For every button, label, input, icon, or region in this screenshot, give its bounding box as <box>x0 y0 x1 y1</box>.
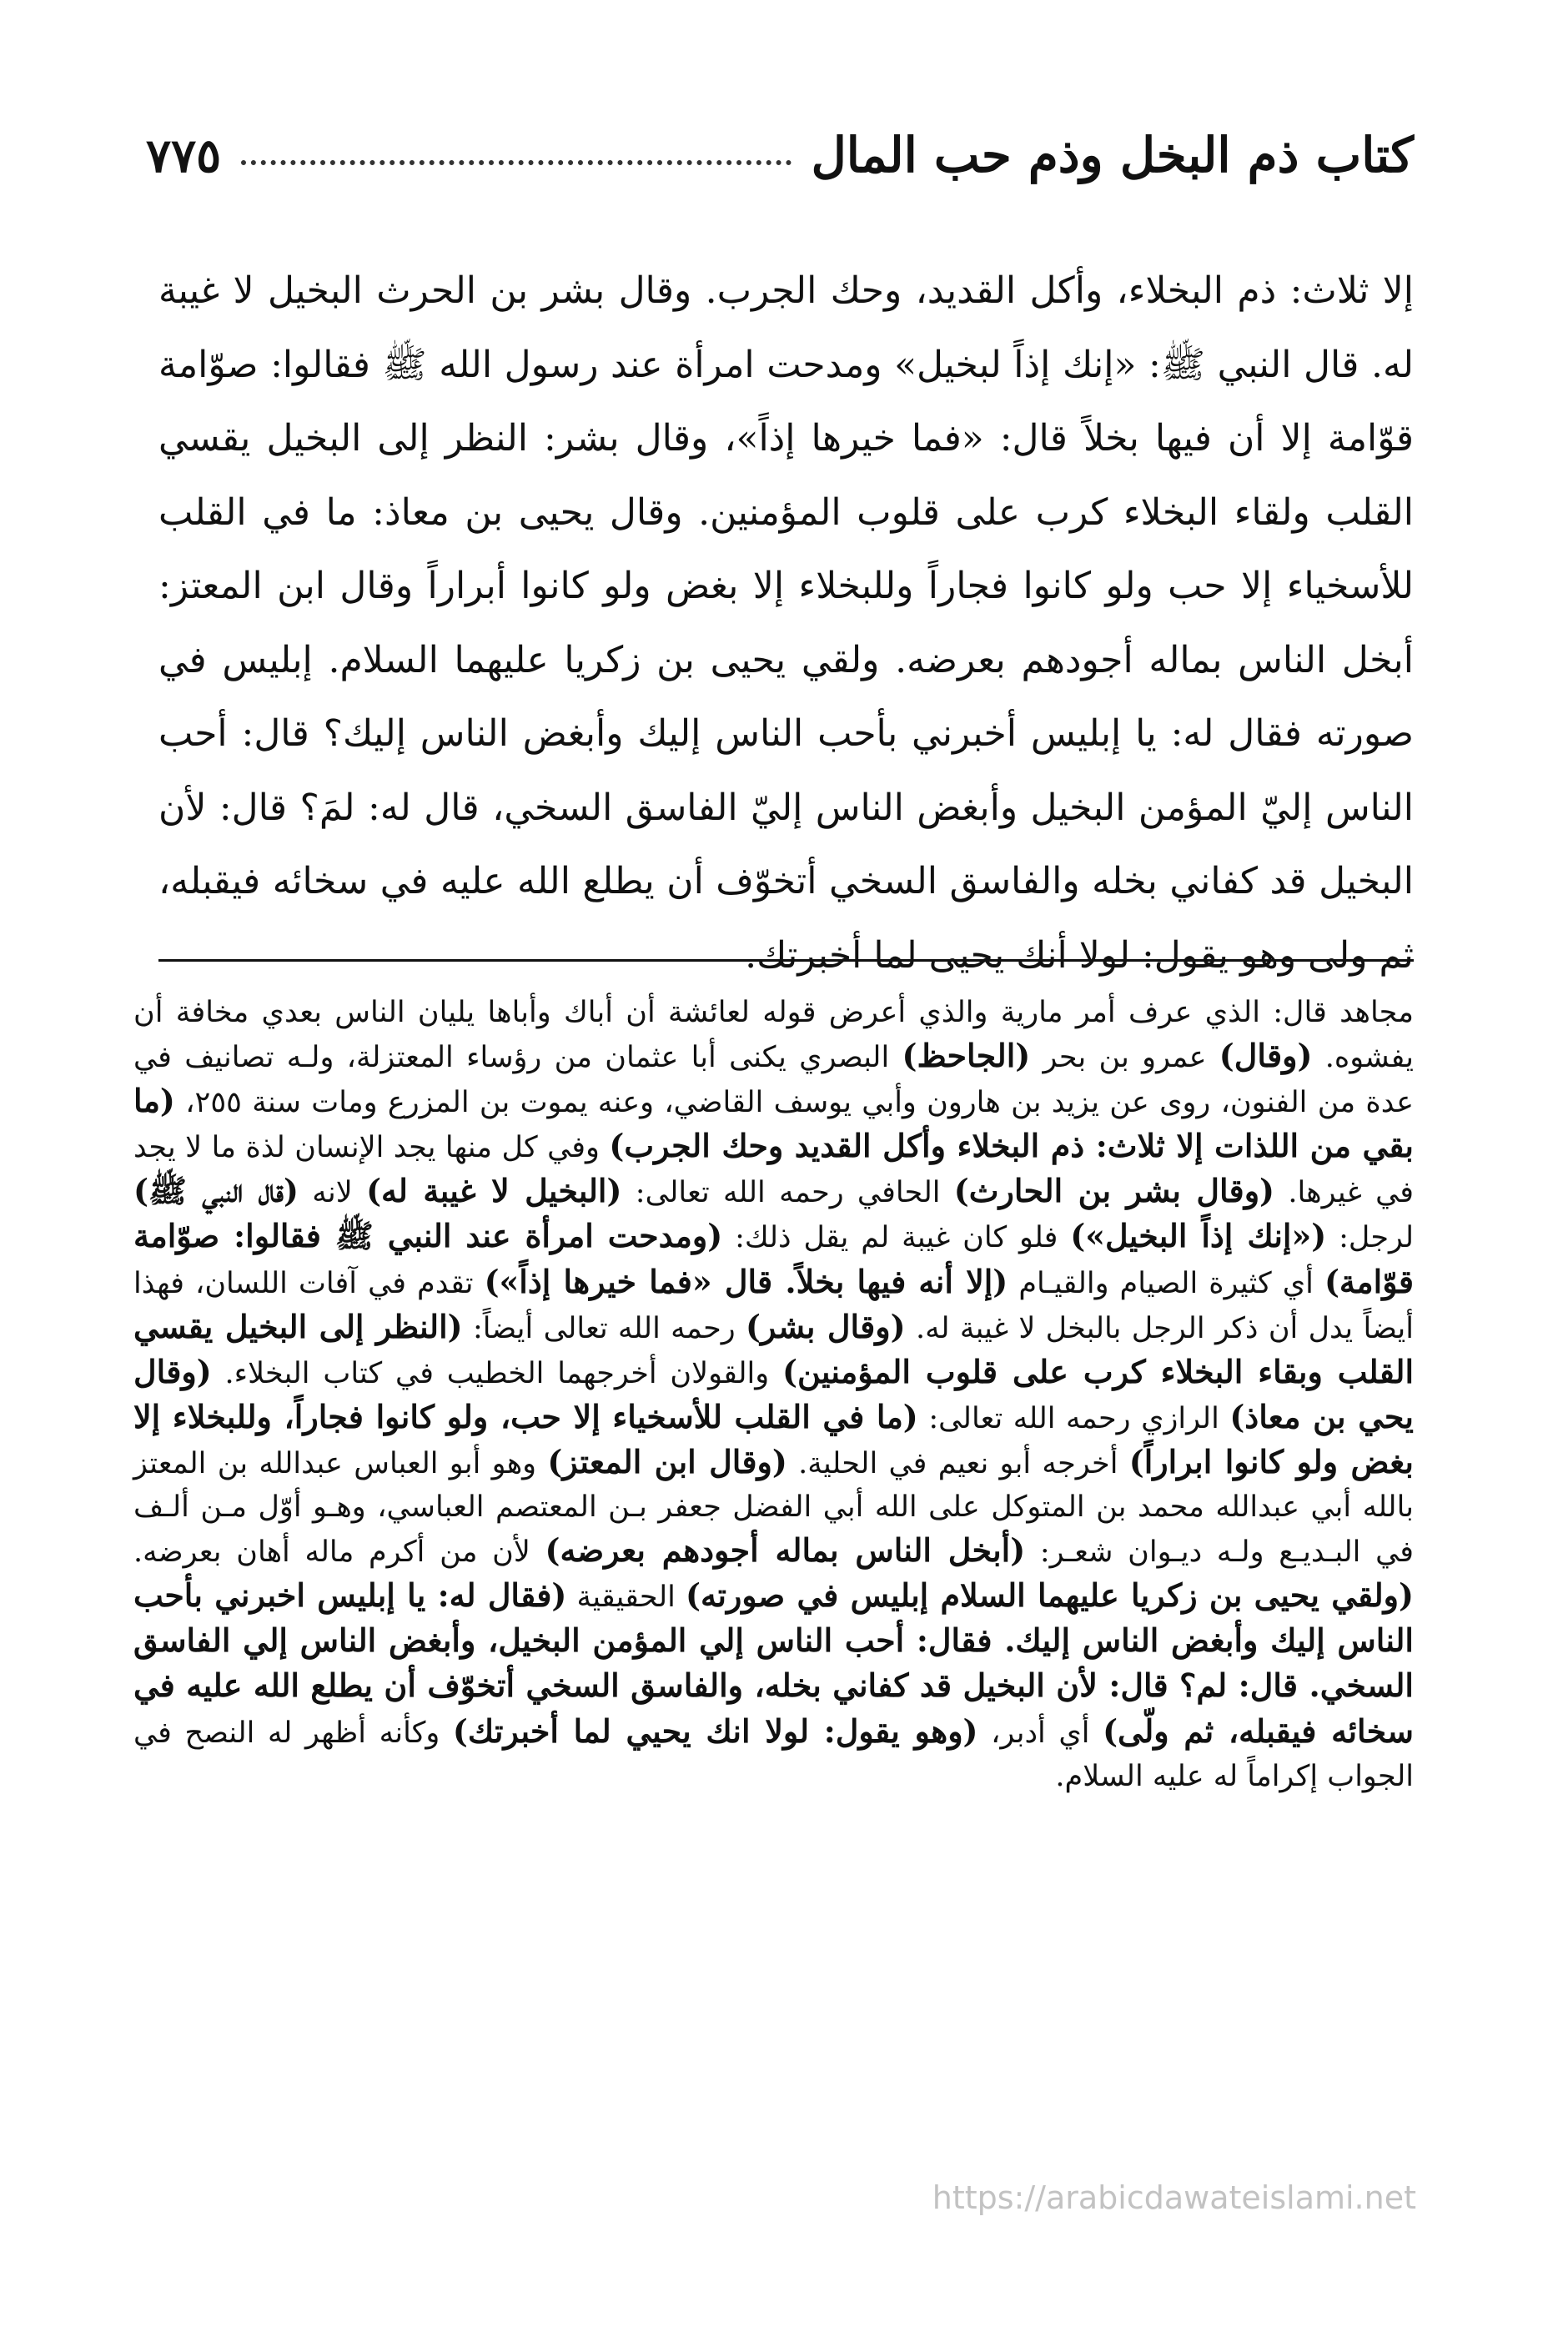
commentary-text: وكأنه أظهر له النصح في الجواب إكراماً له عليه السلام. <box>133 1716 1414 1793</box>
commentary-text: الحقيقية <box>566 1581 686 1615</box>
quoted-main-text: (إلا أنه فيها بخلاً. قال «فما خيرها إذاً») <box>484 1262 1008 1300</box>
watermark-url: https://arabicdawateislami.net <box>932 2179 1416 2216</box>
commentary-text: عمرو بن بحر <box>1030 1041 1219 1075</box>
quoted-main-text: (وقال بشر بن الحارث) <box>953 1172 1275 1210</box>
commentary-text: البصري يكنى أبا عثمان من رؤساء المعتزلة، ولـه تصانيف في عدة من الفنون، روى عن يزيد بن هارون وأبي يوسف القاضي، وعنه يموت بن المزرع ومات سنة ٢٥٥، <box>133 1041 1414 1120</box>
main-text: إلا ثلاث: ذم البخلاء، وأكل القديد، وحك الجرب. وقال بشر بن الحرث البخيل لا غيبة له. قال النبي ﷺ: «إنك إذاً لبخيل» ومدحت امرأة عند رسول الله ﷺ فقالوا: صوّامة قوّامة إلا أن فيها بخلاً قال: «فما خيرها إذاً»، وقال بشر: النظر إلى البخيل يقسي القلب ولقاء البخلاء كرب على قلوب المؤمنين. وقال يحيى بن معاذ: ما في القلب للأسخياء إلا حب ولو كانوا فجاراً وللبخلاء إلا بغض ولو كانوا أبراراً وقال ابن المعتز: أبخل الناس بماله أجودهم بعرضه. ولقي يحيى بن زكريا عليهما السلام. إبليس في صورته فقال له: يا إبليس أخبرني بأحب الناس إليك وأبغض الناس إليك؟ قال: أحب الناس إليّ المؤمن البخيل وأبغض الناس إليّ الفاسق السخي، قال له: لمَ؟ قال: لأن البخيل قد كفاني بخله والفاسق السخي أتخوّف أن يطلع الله عليه في سخائه فيقبله، ثم ولى وهو يقول: لولا أنك يحيى لما أخبرتك. <box>158 269 1414 977</box>
commentary-text: وهو أبو العباس عبدالله بن المعتز بالله أبي عبدالله محمد بن المتوكل على الله أبي الفضل جعفر بـن المعتصم العباسي، وهـو أوّل مـن ألـف في البـديـع ولـه ديـوان شعـر: <box>133 1446 1414 1570</box>
quoted-main-text: (وقال بشر) <box>746 1307 906 1345</box>
commentary-text: أخرجه أبو نعيم في الحلية. <box>787 1446 1129 1480</box>
quoted-main-text: (وهو يقول: لولا انك يحيي لما أخبرتك) <box>452 1711 978 1750</box>
commentary-text: أي أدبر، <box>977 1716 1103 1750</box>
commentary-text: تقدم في آفات اللسان، فهذا أيضاً يدل أن ذكر الرجل بالبخل لا غيبة له. <box>133 1266 1414 1345</box>
commentary-text: وفي كل منها يجد الإنسان لذة ما لا يجد في غيرها. <box>133 1131 1415 1210</box>
quoted-main-text: (ما في القلب للأسخياء إلا حب، ولو كانوا فجاراً، وللبخلاء إلا بغض ولو كانوا ابراراً) <box>133 1397 1414 1480</box>
running-title: كتاب ذم البخل وذم حب المال <box>811 127 1414 183</box>
quoted-main-text: (الجاحظ) <box>902 1037 1031 1075</box>
quoted-main-text: (ومدحت امرأة عند النبي ﷺ فقالوا: صوّامة قوّامة) <box>133 1217 1414 1300</box>
commentary-text: رحمه الله تعالى أيضاً: <box>462 1311 746 1345</box>
footnote-divider <box>158 959 1414 962</box>
quoted-main-text: (فقال له: يا إبليس اخبرني بأحب الناس إليك وأبغض الناس إليك. فقال: أحب الناس إلي المؤمن البخيل، وأبغض الناس إلي الفاسق السخي. قال: لم؟ قال: لأن البخيل قد كفاني بخله، والفاسق السخي أتخوّف أن يطلع الله عليه في سخائه فيقبله، ثم ولّى) <box>133 1576 1414 1750</box>
quoted-main-text: (النظر إلى البخيل يقسي القلب وبقاء البخلاء كرب على قلوب المؤمنين) <box>133 1307 1414 1390</box>
quoted-main-text: («إنك إذاً البخيل») <box>1070 1217 1327 1255</box>
quoted-main-text: (ما بقي من اللذات إلا ثلاث: ذم البخلاء وأكل القديد وحك الجرب) <box>133 1082 1414 1165</box>
commentary-text: مجاهد قال: الذي عرف أمر مارية والذي أعرض قوله لعائشة أن أباك وأباها يليان الناس بعدي مخافة أن يفشوه. <box>133 996 1414 1075</box>
dotted-leader <box>241 160 791 165</box>
commentary-text: الرازي رحمه الله تعالى: <box>917 1401 1230 1435</box>
commentary-text: لأن من أكرم ماله أهان بعرضه. <box>133 1535 545 1570</box>
page-header <box>146 117 1414 183</box>
commentary-text: الحافي رحمه الله تعالى: <box>621 1176 954 1210</box>
commentary-text: أي كثيرة الصيام والقيـام <box>1008 1266 1324 1300</box>
quoted-main-text: (وقال يحي بن معاذ) <box>133 1352 1415 1435</box>
quoted-main-text: (وقال ابن المعتز) <box>547 1442 787 1480</box>
commentary-footnote <box>133 991 1414 1798</box>
page-number: ٧٧٥ <box>146 128 222 183</box>
commentary-text: فلو كان غيبة لم يقل ذلك: <box>722 1221 1071 1255</box>
quoted-main-text: (ولقي يحيى بن زكريا عليهما السلام إبليس في صورته) <box>686 1576 1414 1615</box>
commentary-text: لانه <box>298 1176 367 1210</box>
quoted-main-text: (قال النبي ﷺ) <box>133 1172 299 1210</box>
quoted-main-text: (البخيل لا غيبة له) <box>366 1172 622 1210</box>
quoted-main-text: (أبخل الناس بماله أجودهم بعرضه) <box>545 1531 1026 1570</box>
commentary-text: لرجل: <box>1326 1221 1414 1255</box>
commentary-text: والقولان أخرجهما الخطيب في كتاب البخلاء. <box>211 1356 782 1390</box>
quoted-main-text: (وقال) <box>1219 1037 1313 1075</box>
